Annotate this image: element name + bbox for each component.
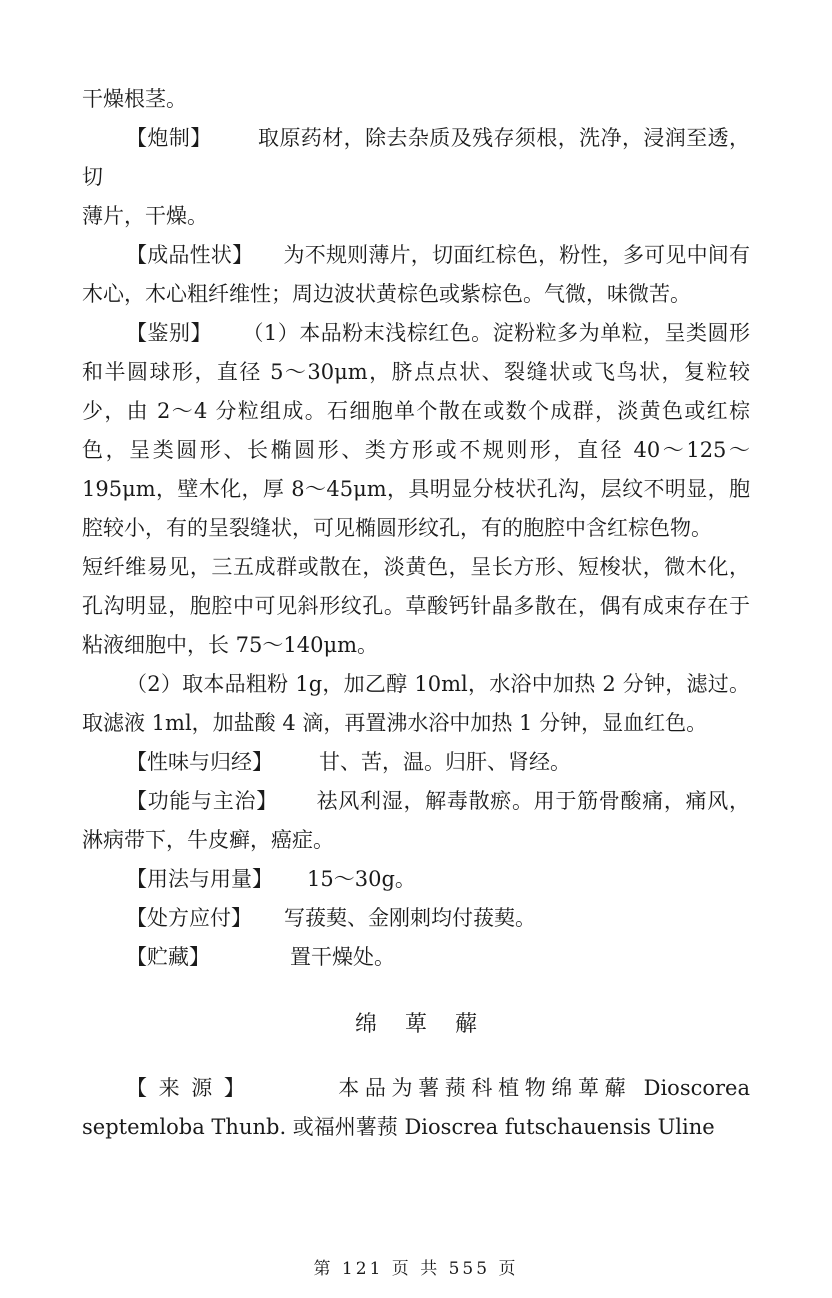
section-text: （1）本品粉末浅棕红色。淀粉粒多为单粒，呈类圆形和半圆球形，直径 5～30μm，脐点点状、裂缝状或飞鸟状，复粒较少，由 2～4 分粒组成。石细胞单个散在或数个成群，淡黄色或红棕色，呈类圆形、长椭圆形、类方形或不规则形，直径 40～125～195μm，壁木化，厚 8～45μm，具明显分枝状孔沟，层纹不明显，胞腔较小，有的呈裂缝状，可见椭圆形纹孔，有的胞腔中含红棕色物。 — [82, 321, 751, 540]
section-text: 甘、苦，温。归肝、肾经。 — [319, 750, 571, 774]
section-gongneng — [82, 782, 750, 860]
section-heading: 【鉴别】 — [126, 321, 212, 345]
section-xingzhuang — [82, 236, 750, 314]
section-jianbie-para-2: 短纤维易见，三五成群或散在，淡黄色，呈长方形、短梭状，微木化，孔沟明显，胞腔中可见斜形纹孔。草酸钙针晶多散在，偶有成束存在于粘液细胞中，长 75～140μm。 — [82, 555, 750, 657]
section-zhucang — [82, 938, 750, 977]
section-heading: 【用法与用量】 — [126, 867, 273, 891]
section-heading: 【来源】 — [126, 1076, 257, 1100]
section-text: 为不规则薄片，切面红棕色，粉性，多可见中间有木心，木心粗纤维性；周边波状黄棕色或紫棕色。气微，味微苦。 — [82, 243, 751, 306]
section-paozhi-continuation: 薄片，干燥。 — [82, 204, 208, 228]
section-text: 15～30g。 — [307, 867, 416, 891]
section-text: 置干燥处。 — [290, 945, 395, 969]
section-yongfa — [82, 860, 750, 899]
section-heading: 【成品性状】 — [126, 243, 254, 267]
page-footer: 第 121 页 共 555 页 — [313, 1259, 519, 1279]
section-text: 本品为薯蓣科植物绵萆薢 Dioscorea septemloba Thunb. 或福州薯蓣 Dioscrea futschauensis Uline — [82, 1076, 750, 1139]
entry-title: 绵萆薢 — [354, 1012, 505, 1037]
section-paozhi — [82, 119, 750, 197]
section-heading: 【性味与归经】 — [126, 750, 273, 774]
section-text: 写菝葜、金刚刺均付菝葜。 — [284, 906, 536, 930]
section-heading: 【处方应付】 — [126, 906, 252, 930]
section-source — [82, 1069, 750, 1147]
section-heading: 【贮藏】 — [126, 945, 210, 969]
section-heading: 【功能与主治】 — [126, 789, 278, 813]
section-text: 祛风利湿，解毒散瘀。用于筋骨酸痛，痛风，淋病带下，牛皮癣，癌症。 — [82, 789, 751, 852]
section-chufang — [82, 899, 750, 938]
section-jianbie — [82, 314, 750, 548]
section-text: 取原药材，除去杂质及残存须根，洗净，浸润至透，切 — [82, 126, 751, 189]
section-heading: 【炮制】 — [126, 126, 212, 150]
intro-text: 干燥根茎。 — [82, 87, 187, 111]
section-jianbie-para-3: （2）取本品粗粉 1g，加乙醇 10ml，水浴中加热 2 分钟，滤过。取滤液 1ml，加盐酸 4 滴，再置沸水浴中加热 1 分钟，显血红色。 — [82, 672, 750, 735]
document-body — [82, 80, 750, 1147]
section-xingwei — [82, 743, 750, 782]
